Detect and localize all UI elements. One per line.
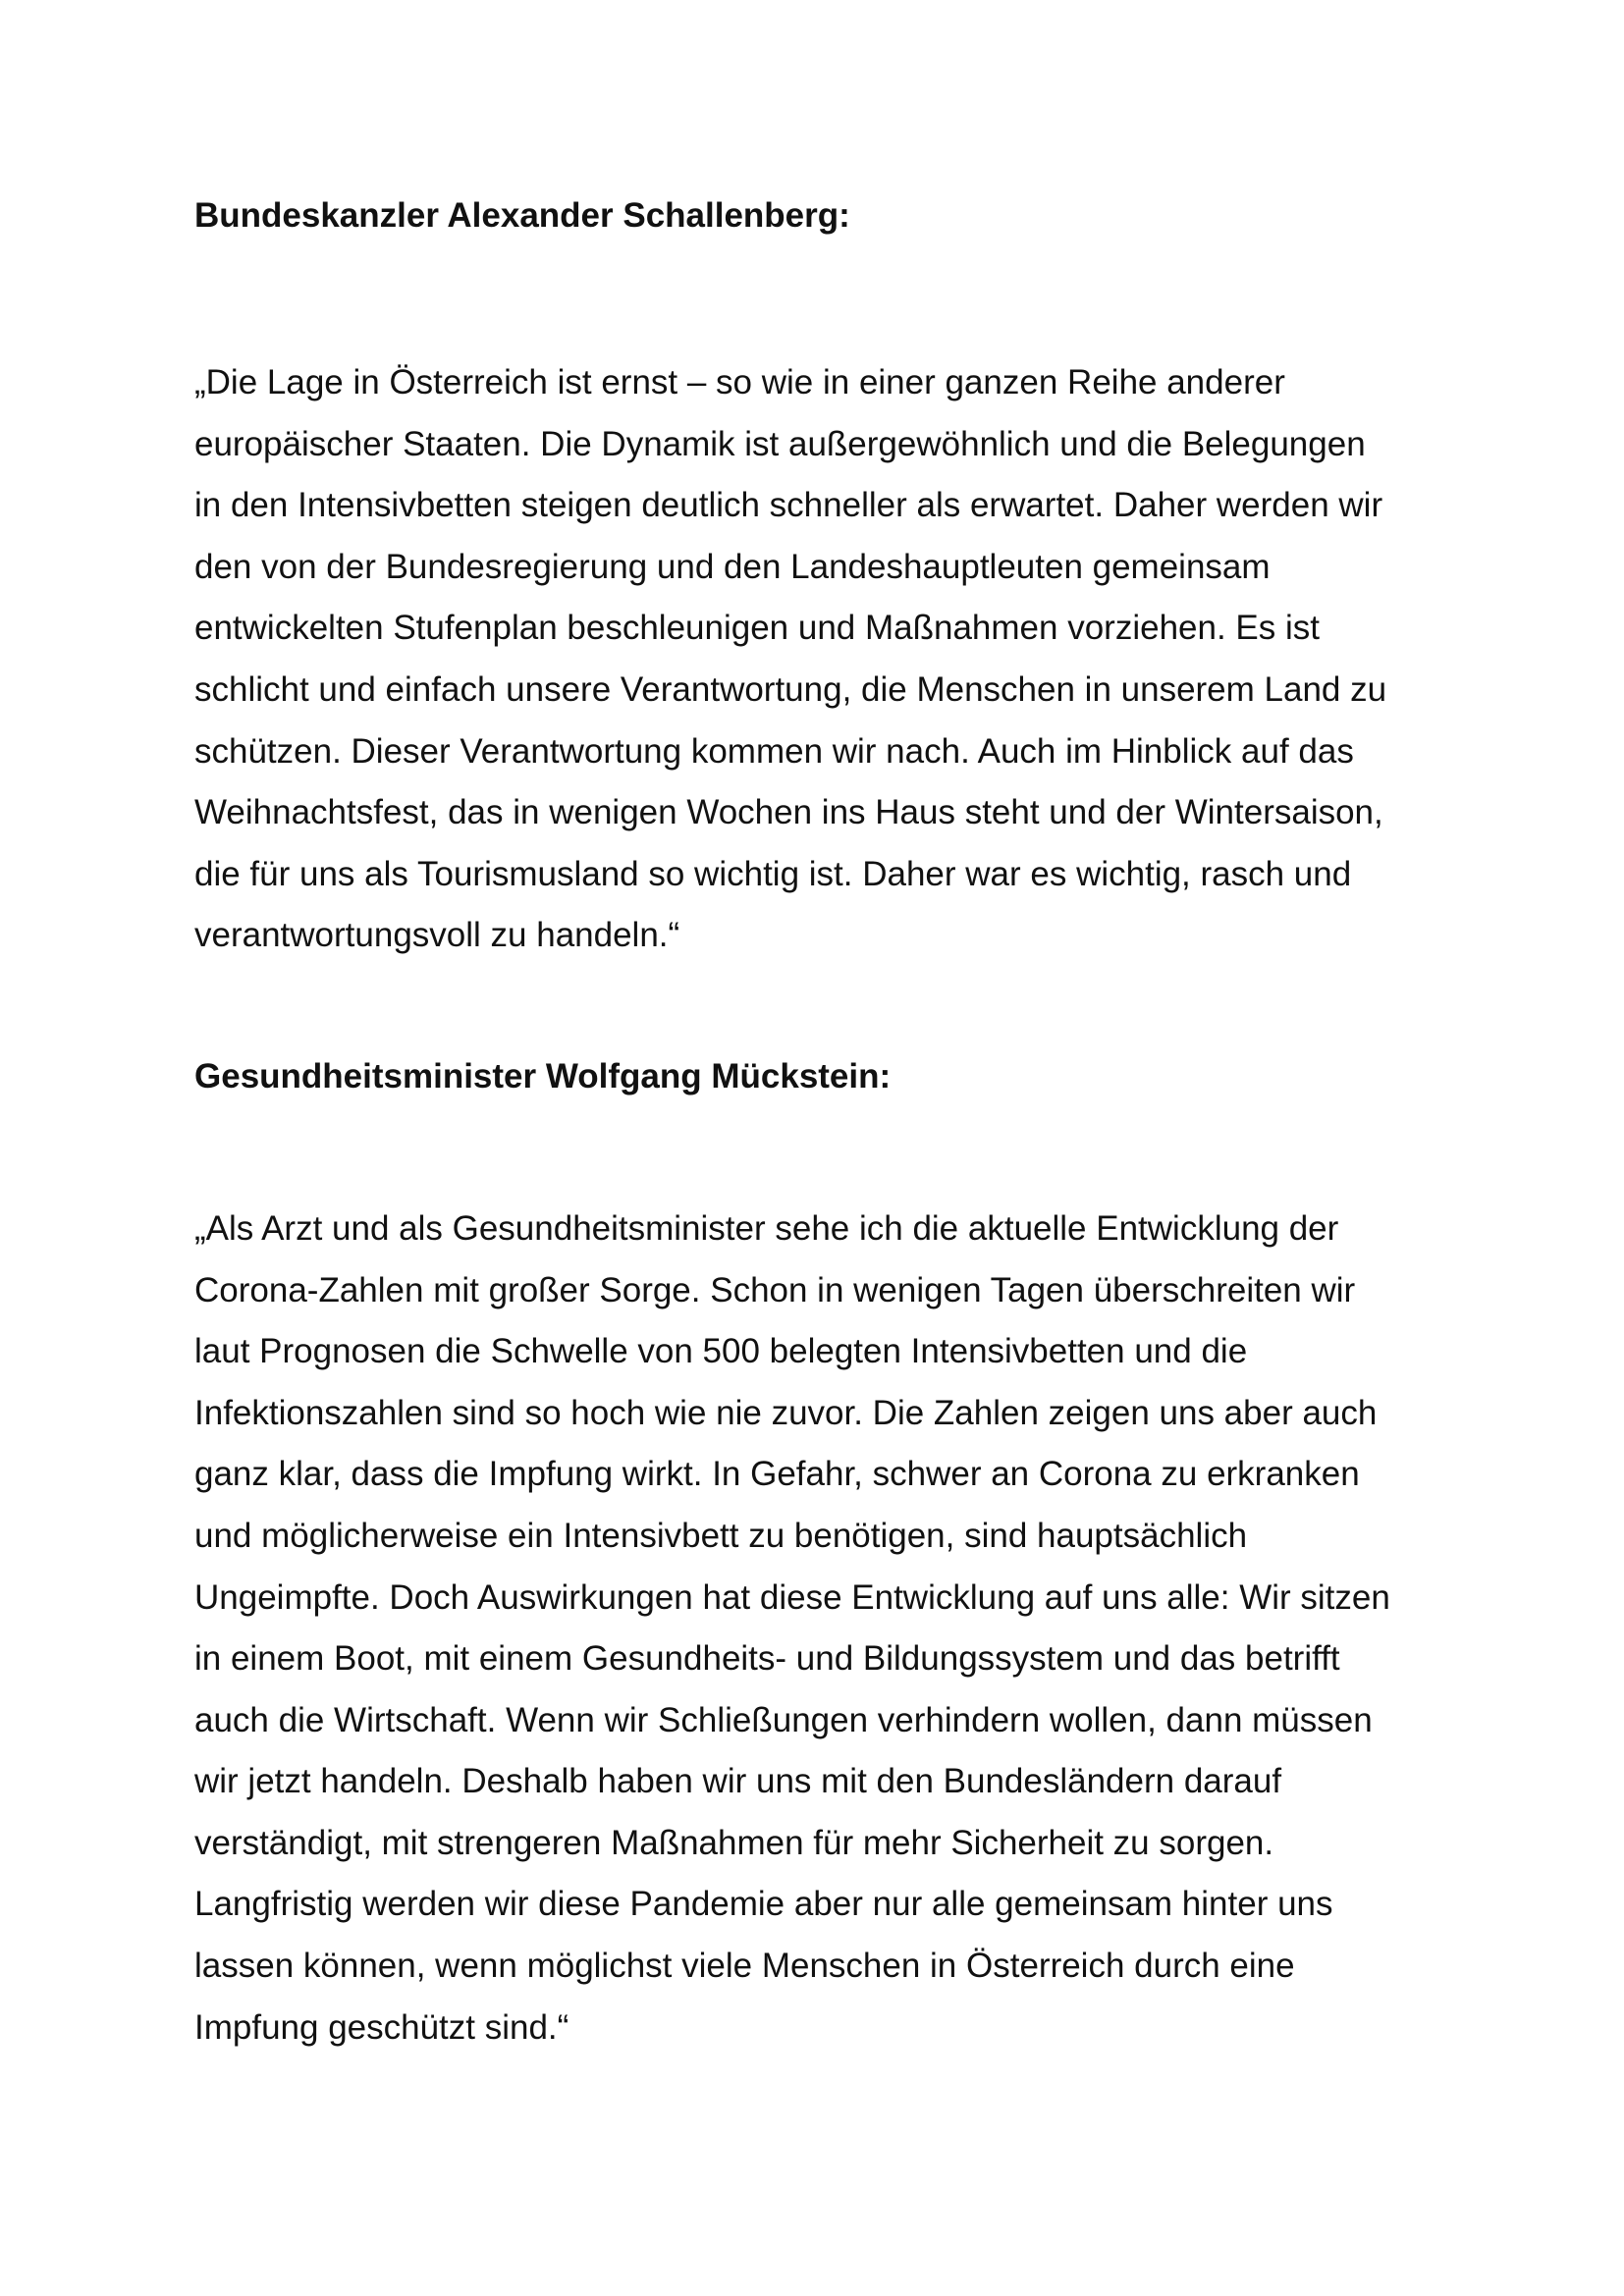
section-heading-schallenberg: Bundeskanzler Alexander Schallenberg: — [194, 196, 850, 235]
section-heading-mueckstein: Gesundheitsminister Wolfgang Mückstein: — [194, 1056, 892, 1095]
text-line: Langfristig werden wir diese Pandemie aber nur alle gemeinsam hinter uns — [194, 1885, 1333, 1924]
quote-paragraph-mueckstein — [194, 1199, 1451, 2058]
text-line: verantwortungsvoll zu handeln.“ — [194, 916, 680, 955]
document-page — [194, 192, 1451, 2058]
text-line: verständigt, mit strengeren Maßnahmen für mehr Sicherheit zu sorgen. — [194, 1823, 1274, 1862]
text-line: schlicht und einfach unsere Verantwortung, die Menschen in unserem Land zu — [194, 669, 1387, 709]
text-line: die für uns als Tourismusland so wichtig ist. Daher war es wichtig, rasch und — [194, 854, 1352, 893]
text-line: ganz klar, dass die Impfung wirkt. In Gefahr, schwer an Corona zu erkranken — [194, 1455, 1360, 1494]
text-line: Corona-Zahlen mit großer Sorge. Schon in wenigen Tagen überschreiten wir — [194, 1270, 1356, 1309]
text-line: „Die Lage in Österreich ist ernst – so wie in einer ganzen Reihe anderer — [194, 363, 1285, 401]
text-line: Ungeimpfte. Doch Auswirkungen hat diese Entwicklung auf uns alle: Wir sitzen — [194, 1577, 1390, 1617]
text-line: wir jetzt handeln. Deshalb haben wir uns mit den Bundesländern darauf — [194, 1762, 1282, 1801]
quote-paragraph-schallenberg — [194, 352, 1451, 967]
text-line: schützen. Dieser Verantwortung kommen wir nach. Auch im Hinblick auf das — [194, 731, 1354, 771]
text-line: lassen können, wenn möglichst viele Menschen in Österreich durch eine — [194, 1947, 1295, 1986]
text-line: Infektionszahlen sind so hoch wie nie zuvor. Die Zahlen zeigen uns aber auch — [194, 1393, 1378, 1432]
text-line: entwickelten Stufenplan beschleunigen und Maßnahmen vorziehen. Es ist — [194, 609, 1320, 648]
text-line: den von der Bundesregierung und den Landeshauptleuten gemeinsam — [194, 547, 1271, 586]
text-line: „Als Arzt und als Gesundheitsminister sehe ich die aktuelle Entwicklung der — [194, 1208, 1339, 1248]
text-line: in den Intensivbetten steigen deutlich schneller als erwartet. Daher werden wir — [194, 486, 1383, 525]
text-line: Impfung geschützt sind.“ — [194, 2007, 569, 2047]
text-line: europäischer Staaten. Die Dynamik ist außergewöhnlich und die Belegungen — [194, 424, 1366, 463]
text-line: laut Prognosen die Schwelle von 500 belegten Intensivbetten und die — [194, 1332, 1248, 1371]
text-line: in einem Boot, mit einem Gesundheits- und Bildungssystem und das betrifft — [194, 1639, 1340, 1679]
text-line: auch die Wirtschaft. Wenn wir Schließungen verhindern wollen, dann müssen — [194, 1700, 1373, 1739]
text-line: und möglicherweise ein Intensivbett zu benötigen, sind hauptsächlich — [194, 1516, 1248, 1555]
text-line: Weihnachtsfest, das in wenigen Wochen ins Haus steht und der Wintersaison, — [194, 793, 1383, 832]
